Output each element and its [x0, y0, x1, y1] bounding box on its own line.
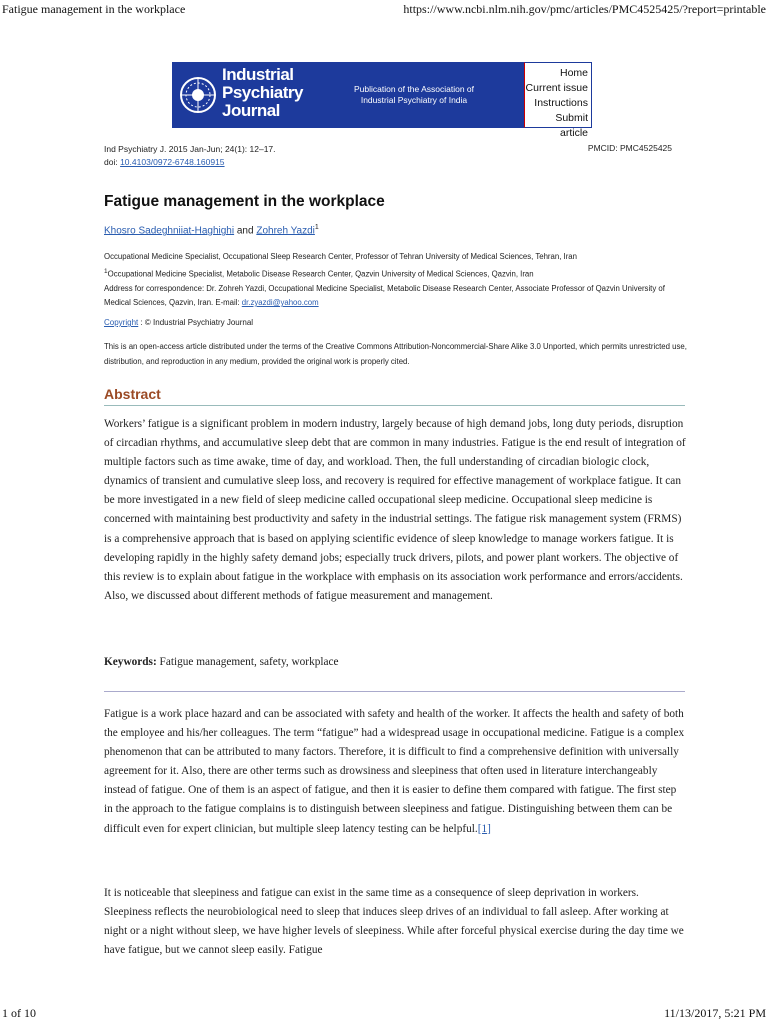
divider: [104, 691, 685, 692]
copyright: Copyright : © Industrial Psychiatry Journal: [104, 318, 254, 327]
doi-label: doi:: [104, 157, 121, 167]
license-statement: This is an open-access article distributed under the terms of the Creative Commons Attribution-Noncommercial-Share Alike 3.0 Unported, which permits unrestricted use, distribution, and reproduction in any medium, provided the original work is properly cited.: [104, 342, 687, 366]
journal-name: Industrial Psychiatry Journal: [222, 65, 303, 120]
article-title: Fatigue management in the workplace: [104, 193, 385, 210]
pmcid: PMCID: PMC4525425: [587, 143, 672, 153]
print-header-url: https://www.ncbi.nlm.nih.gov/pmc/articles/PMC4525425/?report=printable: [403, 2, 766, 16]
correspondence: Address for correspondence: Dr. Zohreh Yazdi, Occupational Medicine Specialist, Metabolic Disease Research Center, Associate Professor of Qazvin University of Medical Sciences, Qazvin, Iran. E-mail: dr.zyazdi@yahoo.com: [104, 283, 665, 308]
journal-logo-icon: [178, 68, 218, 122]
affiliation: Occupational Medicine Specialist, Occupational Sleep Research Center, Professor of Tehran University of Medical Sciences, Tehran, Iran: [104, 252, 577, 261]
author-link[interactable]: Khosro Sadeghniiat-Haghighi: [104, 225, 235, 237]
print-footer: [0, 1006, 768, 1024]
body-paragraph: Fatigue is a work place hazard and can be associated with safety and health of the worker. It affects the health and safety of both the employee and his/her colleagues. The term “fatigue” had a widespread usage in occupational medicine. Fatigue is a complex phenomenon that can be attributed to many factors. Therefore, it is difficult to find a comprehensive definition with universally agreement for it. Also, there are other terms such as drowsiness and sleepiness that often used in literature interchangeably instead of fatigue. One of them is an aspect of fatigue, and then it is easier to define them compared with fatigue. The first step in the approach to the fatigue complains is to distinguish between sleepiness and fatigue. Distinguishing between them can be difficult even for expert clinician, but multiple sleep latency testing can be helpful.[1]: [104, 708, 685, 835]
banner-nav: [524, 62, 592, 139]
reference-link[interactable]: [1]: [477, 822, 491, 835]
keywords: Keywords: Fatigue management, safety, workplace: [104, 656, 339, 668]
instructions-link[interactable]: Instructions: [534, 97, 588, 109]
print-header: [0, 0, 768, 18]
email-link[interactable]: dr.zyazdi@yahoo.com: [241, 298, 319, 308]
page-number: 1 of 10: [2, 1006, 36, 1020]
home-link[interactable]: Home: [559, 67, 588, 79]
current-issue-link[interactable]: Current issue: [525, 82, 588, 94]
affiliation: $^1$Occupational Medicine Specialist, Metabolic Disease Research Center, Qazvin University of Medical Sciences, Qazvin, Iran: [104, 267, 534, 279]
affiliations: [104, 250, 684, 311]
print-header-title: Fatigue management in the workplace: [2, 2, 186, 16]
journal-reference: Ind Psychiatry J. 2015 Jan-Jun; 24(1): 12–17.: [104, 144, 276, 154]
doi-link[interactable]: 10.4103/0972-6748.160915: [120, 157, 225, 167]
submit-article-link[interactable]: Submit article: [555, 112, 588, 139]
journal-banner: [172, 62, 592, 139]
author-list: Khosro Sadeghniiat-Haghighi and Zohreh Yazdi$^1$: [104, 224, 319, 237]
citation-block: [104, 143, 276, 169]
banner-blue-panel: [172, 62, 524, 128]
publisher-statement: Publication of the Association of Industrial Psychiatry of India: [353, 84, 475, 105]
divider: [104, 405, 685, 406]
author-link[interactable]: Zohreh Yazdi: [256, 225, 315, 237]
print-datetime: 11/13/2017, 5:21 PM: [664, 1006, 766, 1020]
abstract-text: Workers’ fatigue is a significant problem in modern industry, largely because of high demand jobs, long duty periods, disruption of circadian rhythms, and accumulative sleep debt that are common in many industries. Fatigue is the end result of integration of multiple factors such as time awake, time of day, and workload. Then, the full understanding of circadian biologic clock, dynamics of transient and cumulative sleep loss, and recovery is required for effective management of workplace fatigue. It can be more investigated in a new field of sleep medicine called occupational sleep medicine. Occupational sleep medicine is concerned with maintaining best productivity and safety in the industrial settings. The fatigue risk management system (FRMS) is a comprehensive approach that is based on applying scientific evidence of sleep knowledge to manage workers fatigue. It is developing rapidly in the highly safety demand jobs; especially truck drivers, pilots, and power plant workers. The objective of this review is to explain about fatigue in the workplace with emphasis on its association work performance and errors/accidents. Also, we discussed about different methods of fatigue measurement and management.: [104, 418, 686, 602]
abstract-heading: Abstract: [104, 386, 161, 402]
keywords-label: Keywords:: [104, 656, 157, 668]
copyright-link[interactable]: Copyright: [104, 318, 139, 327]
body-paragraph: It is noticeable that sleepiness and fatigue can exist in the same time as a consequence of sleep deprivation in workers. Sleepiness reflects the neurobiological need to sleep that induces sleep drives of an individual to fall asleep. After working at night or a night without sleep, we have higher levels of sleepiness. While after forceful physical exercise during the day time we have fatigue, but we cannot sleep easily. Fatigue: [104, 887, 684, 957]
